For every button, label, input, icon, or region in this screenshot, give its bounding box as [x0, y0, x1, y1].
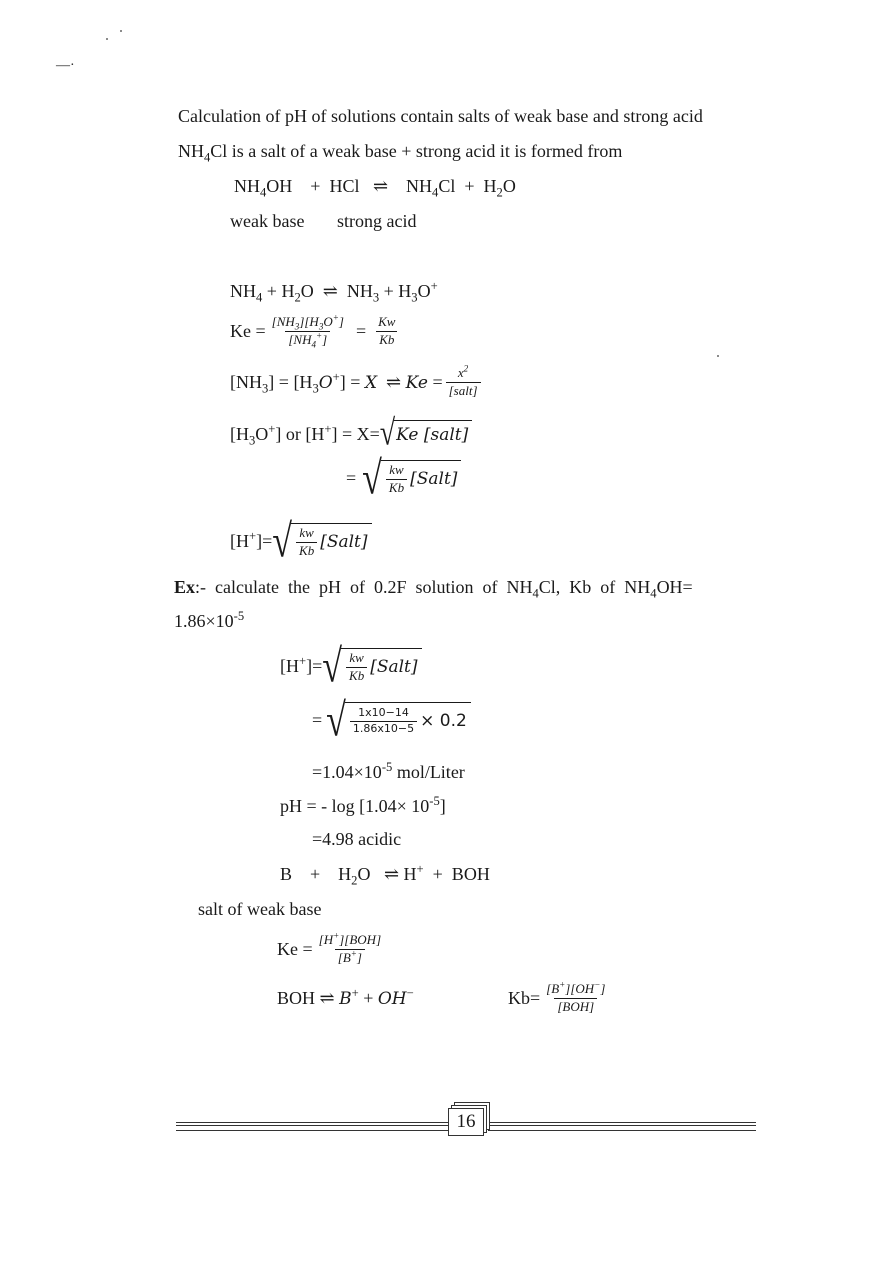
frac-num: kw [349, 650, 364, 666]
radicand-ke-salt: Ke [salt] [394, 420, 472, 448]
scan-mark: —· [56, 58, 75, 73]
solution-step-5: =4.98 acidic [312, 829, 402, 849]
equals-sign: = [346, 467, 357, 488]
reaction-3: B + $H_2O$ ⇌ H+ + BOH [280, 862, 490, 888]
frac-num: kw [389, 462, 404, 478]
ke-expression: Ke = $\frac{[NH_3][H_3O^+]}{[NH_4^+]}$ = $\frac{Kw}{Kb}$ [230, 312, 396, 350]
footer-rule-right [488, 1122, 756, 1126]
frac-num: 1x10−14 [358, 706, 409, 720]
scan-speck [106, 38, 108, 40]
solution-step-4: pH = - $\log [1.04\times 10^{-5}]$ [280, 794, 446, 816]
kb-expression: Kb= $\frac{[B^+][OH^-]}{\text{[BOH]}}$ [508, 979, 606, 1014]
footer-rule-left-thin [176, 1130, 448, 1131]
h3o-line: $[H_3O^+]$ or [H+] = X= √ Ke [salt] [230, 420, 472, 448]
frac-den: Kb [386, 479, 407, 496]
reaction-1: $NH_4OH$ + HCl ⇌ $NH_4Cl + H_2O$ [234, 176, 516, 200]
solution-step-2: = √ $\frac{1x10-14}{1.86x10-5}$ × 0.2 [312, 702, 471, 738]
footer-rule-left [176, 1122, 448, 1126]
ke-lhs: Ke = [277, 939, 313, 960]
intro-post: Cl is a salt of a weak base + strong acid it is formed from [210, 141, 623, 161]
equals-sign: = [312, 709, 323, 730]
example-line: Ex:- calculate the pH of 0.2F solution of $NH_4Cl$, Kb of $NH_4OH=$ [174, 577, 693, 601]
kb-lhs: Kb= [508, 988, 541, 1009]
label-strong-acid: strong acid [337, 211, 417, 231]
frac-den: Kb [296, 542, 317, 559]
equality-line: $[NH_3] = [H_3O^+] = X$ ⇌ Ke = $\frac{x^2}{\text{[salt]}}$ [230, 366, 484, 399]
scan-speck [120, 30, 122, 32]
frac-num: kw [299, 525, 314, 541]
page-number: 16 [448, 1108, 484, 1136]
salt-weak-base-label: salt of weak base [198, 899, 322, 919]
intro-pre: NH [178, 141, 204, 161]
frac-den: 1.86x10−5 [350, 721, 417, 736]
times-value: × 0.2 [420, 710, 467, 731]
section-heading: Calculation of pH of solutions contain salts of weak base and strong acid [178, 106, 703, 126]
example-label: Ex [174, 577, 196, 597]
reaction-2: $NH_4 + H_2O$ ⇌ $NH_3 + H_3O^+$ [230, 279, 438, 305]
ke-expression-2: Ke = $\frac{[H^+][BOH]}{[B^+]}$ [277, 930, 382, 965]
scan-speck [717, 355, 719, 357]
solution-step-3: $=1.04\times 10^{-5}$ mol/Liter [312, 760, 465, 782]
label-weak-base: weak base [230, 211, 305, 231]
salt-term: [Salt] [320, 531, 368, 552]
footer-rule-right-thin [488, 1130, 756, 1131]
salt-term: [Salt] [370, 656, 418, 677]
h-plus-formula: [H+]= √ $\frac{kw}{Kb}$ [Salt] [230, 523, 372, 559]
sqrt-kw-line: = √ $\frac{kw}{Kb}$ [Salt] [346, 460, 461, 496]
intro-sub: 4 [204, 150, 211, 165]
example-kb-value: $1.86\times 10^{-5}$ [174, 609, 245, 631]
frac-den: Kb [346, 667, 367, 684]
solution-step-1: [H+]= √ $\frac{kw}{Kb}$ [Salt] [280, 648, 422, 684]
intro-line [178, 141, 623, 165]
boh-reaction: BOH ⇌ B+ + OH− [277, 986, 414, 1009]
salt-term: [Salt] [410, 468, 458, 489]
